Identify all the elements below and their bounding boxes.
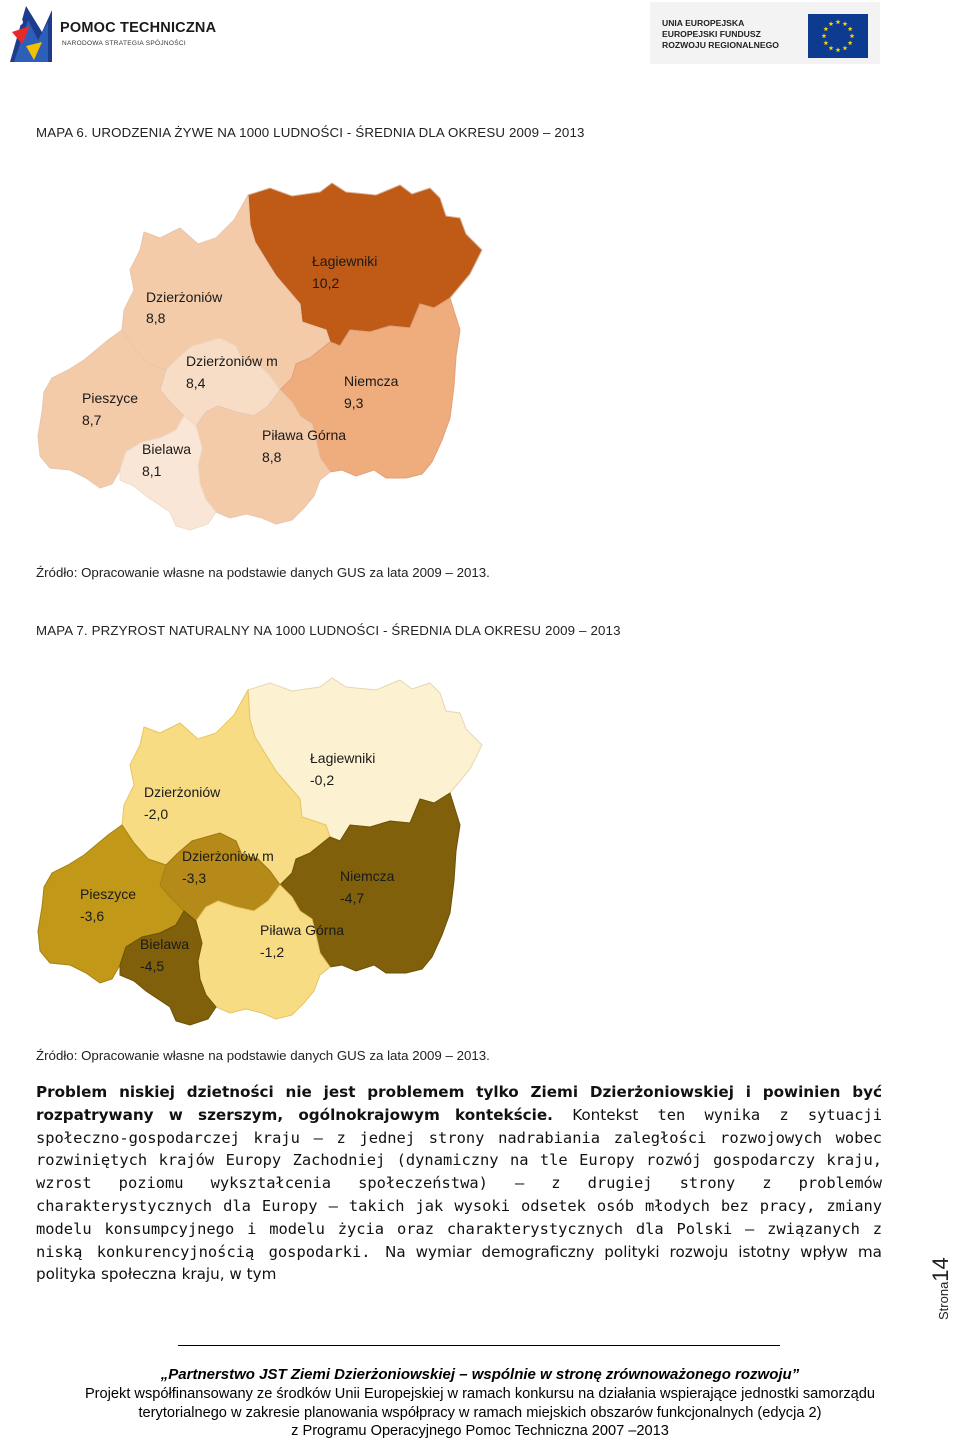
map6-label-dzierzoniow-name: Dzierżoniów bbox=[146, 289, 223, 305]
map7-label-lagiewniki-name: Łagiewniki bbox=[310, 750, 376, 766]
map6-label-lagiewniki-value: 10,2 bbox=[312, 275, 340, 291]
map7-label-pieszyce-value: -3,6 bbox=[80, 908, 105, 924]
footer-divider bbox=[178, 1345, 780, 1346]
map6-label-pieszyce-value: 8,7 bbox=[82, 412, 102, 428]
map7-caption: MAPA 7. PRZYROST NATURALNY NA 1000 LUDNOŚCI - ŚREDNIA DLA OKRESU 2009 – 2013 bbox=[36, 623, 621, 638]
map6-label-bielawa-value: 8,1 bbox=[142, 463, 162, 479]
map7-label-pieszyce-name: Pieszyce bbox=[80, 886, 137, 902]
map6-label-bielawa-name: Bielawa bbox=[142, 441, 192, 457]
page-number-value: 14 bbox=[928, 1257, 953, 1282]
map6-label-dzierzoniow-m-name: Dzierżoniów m bbox=[186, 353, 278, 369]
map7-label-bielawa-value: -4,5 bbox=[140, 958, 165, 974]
map7-source: Źródło: Opracowanie własne na podstawie danych GUS za lata 2009 – 2013. bbox=[36, 1048, 490, 1063]
map6-label-lagiewniki-name: Łagiewniki bbox=[312, 253, 378, 269]
eu-logo-line: UNIA EUROPEJSKA bbox=[662, 18, 745, 28]
eu-flag-icon bbox=[808, 14, 868, 58]
map7-label-bielawa-name: Bielawa bbox=[140, 936, 190, 952]
map6-birth-rate bbox=[30, 180, 490, 540]
map6-label-dzierzoniow-value: 8,8 bbox=[146, 310, 166, 326]
pomoc-techniczna-logo bbox=[8, 2, 228, 64]
map7-label-dzierzoniow-m-value: -3,3 bbox=[182, 870, 207, 886]
paragraph-bold-lead: Problem niskiej dzietności nie jest problemem tylko Ziemi Dzierżoniowskiej i powinien być rozpatrywany w szerszym, ogólnokrajowym kontekście. bbox=[36, 1083, 882, 1124]
footer-title: „Partnerstwo JST Ziemi Dzierżoniowskiej – wspólnie w stronę zrównoważonego rozwoju” bbox=[160, 1366, 800, 1383]
page-number bbox=[928, 1240, 960, 1330]
map7-label-niemcza-value: -4,7 bbox=[340, 890, 365, 906]
map6-label-niemcza-value: 9,3 bbox=[344, 395, 364, 411]
map6-label-pilawa-gorna-name: Piława Górna bbox=[262, 427, 347, 443]
footer-line-1: Projekt współfinansowany ze środków Unii Europejskiej w ramach konkursu na działania wspierające jednostki samorządu bbox=[84, 1386, 876, 1402]
map6-label-dzierzoniow-m-value: 8,4 bbox=[186, 375, 206, 391]
map7-label-lagiewniki-value: -0,2 bbox=[310, 772, 335, 788]
map7-label-dzierzoniow-name: Dzierżoniów bbox=[144, 784, 221, 800]
pomoc-techniczna-emblem-icon bbox=[8, 2, 58, 64]
eu-logo-line: EUROPEJSKI FUNDUSZ bbox=[662, 29, 761, 39]
map7-natural-increase bbox=[30, 675, 490, 1035]
eu-logo bbox=[650, 2, 880, 64]
map6-source: Źródło: Opracowanie własne na podstawie danych GUS za lata 2009 – 2013. bbox=[36, 565, 490, 580]
footer-line-2: terytorialnego w zakresie planowania współpracy w ramach miejskich obszarów funkcjonalnych (edycja 2) bbox=[138, 1405, 822, 1421]
body-paragraph bbox=[36, 1081, 882, 1286]
paragraph-rest-first: Kontekst bbox=[572, 1105, 639, 1124]
map6-label-pilawa-gorna-value: 8,8 bbox=[262, 449, 282, 465]
map7-label-dzierzoniow-value: -2,0 bbox=[144, 806, 169, 822]
map6-caption: MAPA 6. URODZENIA ŻYWE NA 1000 LUDNOŚCI - ŚREDNIA DLA OKRESU 2009 – 2013 bbox=[36, 125, 585, 140]
paragraph-body: ten wynika z sytuacji społeczno-gospodarczej kraju – z jednej strony nadrabiania zaległości rozwojowych wobec rozwiniętych krajów Europy Zachodniej (dynamiczny na tle Europy rozwój gospodarczy kraju, wzrost poziomu wykształcenia społeczeństwa) – z drugiej strony z problemów charakterystycznych dla Europy – takich jak wysoki odsetek osób młodych bez pracy, zmiany modelu konsumpcyjnego i modelu życia oraz charakterystycznych dla Polski – związanych z niską konkurencyjnością gospodarki. bbox=[36, 1105, 882, 1261]
pomoc-techniczna-brand: POMOC TECHNICZNA bbox=[60, 20, 217, 36]
map6-label-niemcza-name: Niemcza bbox=[344, 373, 399, 389]
footer-line-3: z Programu Operacyjnego Pomoc Techniczna 2007 –2013 bbox=[291, 1423, 669, 1439]
map7-label-pilawa-gorna-value: -1,2 bbox=[260, 944, 285, 960]
map7-label-dzierzoniow-m-name: Dzierżoniów m bbox=[182, 848, 274, 864]
eu-logo-text bbox=[662, 18, 779, 51]
eu-logo-line: ROZWOJU REGIONALNEGO bbox=[662, 40, 779, 50]
page-label: Strona bbox=[936, 1281, 951, 1320]
map7-label-pilawa-gorna-name: Piława Górna bbox=[260, 922, 345, 938]
map7-label-niemcza-name: Niemcza bbox=[340, 868, 395, 884]
pomoc-techniczna-subtitle: NARODOWA STRATEGIA SPÓJNOŚCI bbox=[62, 40, 186, 47]
paragraph-tail: Na wymiar demograficzny polityki rozwoju istotny wpływ ma polityka społeczna kraju, w tym bbox=[36, 1242, 882, 1284]
map6-label-pieszyce-name: Pieszyce bbox=[82, 390, 139, 406]
